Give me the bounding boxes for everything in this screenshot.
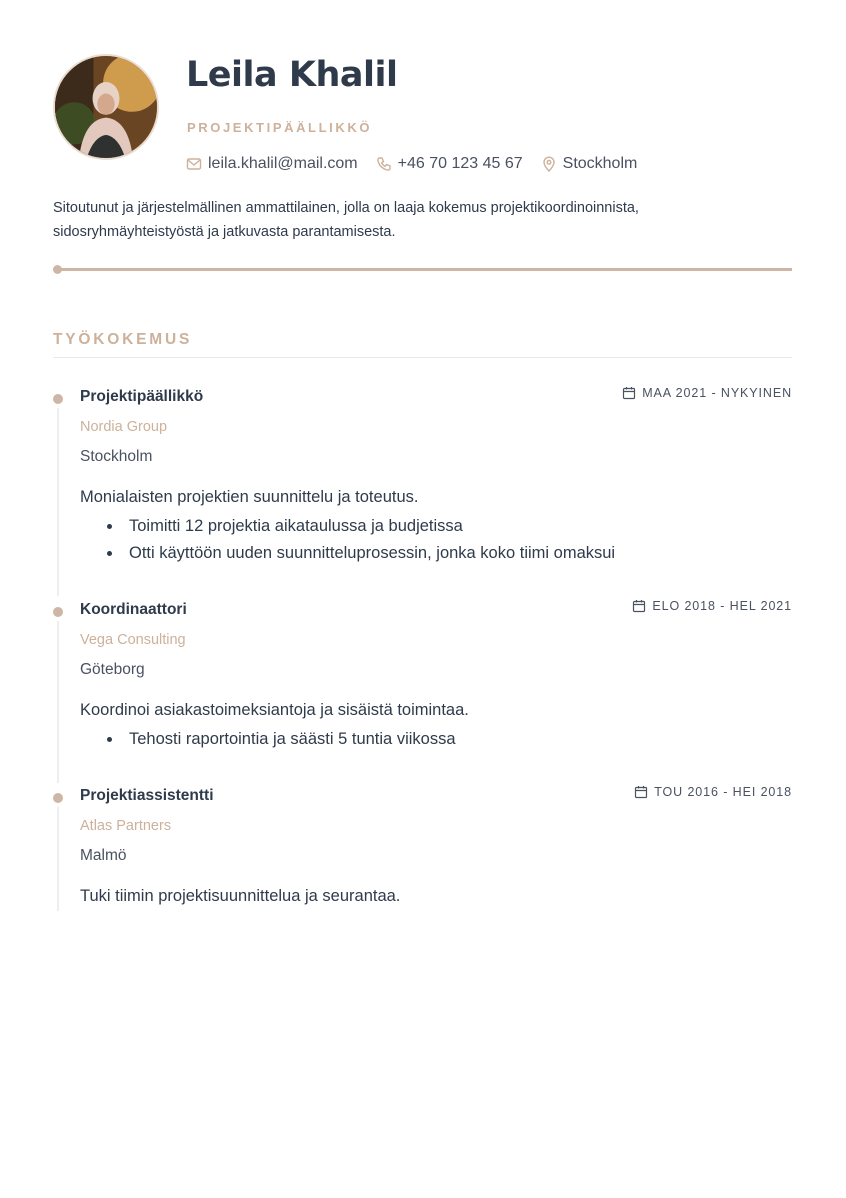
contact-row — [186, 155, 637, 173]
job-company: Vega Consulting — [80, 632, 186, 648]
job-title: Projektipäällikkö — [80, 388, 204, 405]
job-title: Koordinaattori — [80, 601, 187, 618]
profile-photo-illustration — [55, 56, 157, 158]
contact-location — [541, 155, 638, 173]
timeline-dot — [53, 793, 63, 803]
calendar-icon — [622, 386, 636, 400]
divider-line — [57, 268, 792, 271]
job-description: Monialaisten projektien suunnittelu ja toteutus. — [80, 488, 419, 506]
contact-phone[interactable] — [376, 155, 523, 173]
job-city: Stockholm — [80, 448, 153, 465]
timeline-line — [57, 807, 59, 911]
email-text: leila.khalil@mail.com — [208, 155, 358, 172]
job-company: Nordia Group — [80, 419, 168, 435]
job-date — [622, 386, 792, 400]
profile-photo — [53, 54, 159, 160]
timeline-line — [57, 621, 59, 783]
job-title: Projektiassistentti — [80, 787, 214, 804]
candidate-name: Leila Khalil — [186, 55, 398, 95]
job-city: Göteborg — [80, 661, 145, 678]
section-title-experience: TYÖKOKEMUS — [53, 331, 193, 348]
candidate-role: PROJEKTIPÄÄLLIKKÖ — [187, 120, 373, 135]
location-pin-icon — [541, 156, 557, 172]
job-achievements — [105, 513, 615, 566]
job-city: Malmö — [80, 847, 127, 864]
calendar-icon — [632, 599, 646, 613]
job-date — [632, 599, 792, 613]
phone-icon — [376, 156, 392, 172]
job-description: Koordinoi asiakastoimeksiantoja ja sisäistä toimintaa. — [80, 701, 469, 719]
job-description: Tuki tiimin projektisuunnittelua ja seurantaa. — [80, 887, 401, 905]
job-date — [634, 785, 792, 799]
achievement-item: Otti käyttöön uuden suunnitteluprosessin, jonka koko tiimi omaksui — [105, 540, 615, 567]
contact-email[interactable] — [186, 155, 358, 173]
timeline-dot — [53, 607, 63, 617]
phone-text: +46 70 123 45 67 — [397, 155, 523, 172]
header-divider — [53, 267, 792, 271]
timeline-dot — [53, 394, 63, 404]
achievement-item: Toimitti 12 projektia aikataulussa ja budjetissa — [105, 513, 615, 540]
achievement-item: Tehosti raportointia ja säästi 5 tuntia viikossa — [105, 726, 456, 753]
timeline-line — [57, 408, 59, 596]
job-date-text: TOU 2016 - HEI 2018 — [654, 785, 792, 799]
job-company: Atlas Partners — [80, 818, 172, 834]
job-date-text: MAA 2021 - NYKYINEN — [642, 386, 792, 400]
calendar-icon — [634, 785, 648, 799]
location-text: Stockholm — [562, 155, 638, 172]
job-date-text: ELO 2018 - HEL 2021 — [652, 599, 792, 613]
mail-icon — [186, 156, 202, 172]
job-achievements — [105, 726, 456, 753]
section-rule — [53, 357, 792, 358]
profile-summary: Sitoutunut ja järjestelmällinen ammattilainen, jolla on laaja kokemus projektikoordinoinnista, sidosryhmäyhteistyöstä ja jatkuvasta parantamisesta. — [53, 200, 639, 240]
